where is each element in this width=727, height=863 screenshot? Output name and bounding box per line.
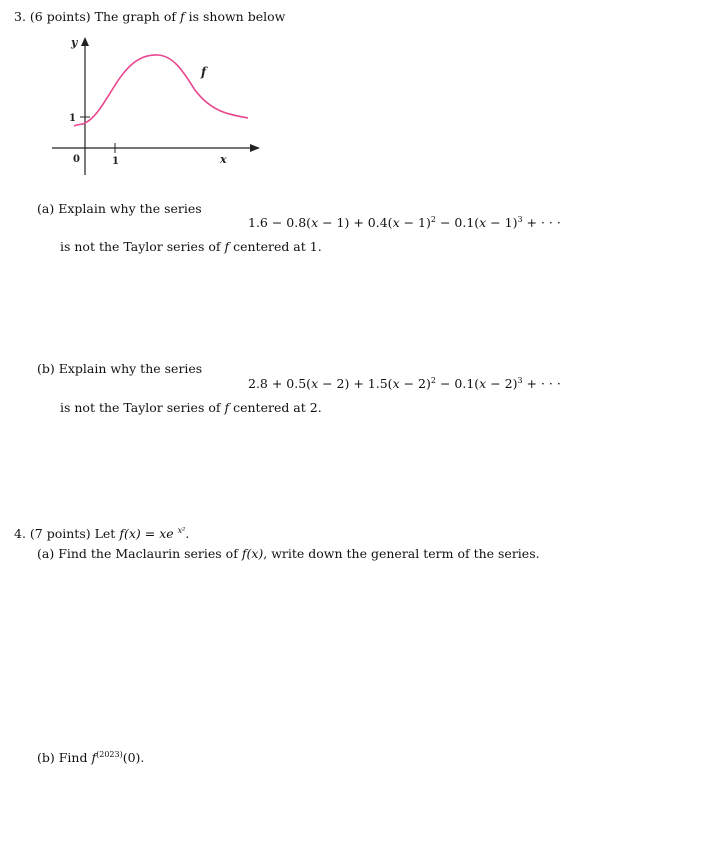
- problem-3-header: [14, 11, 285, 24]
- series-b-var: x: [311, 376, 319, 391]
- conclusion-a-func: f: [224, 239, 230, 254]
- series-b-term: − 2): [399, 376, 431, 391]
- part-4b-func: f: [91, 750, 97, 765]
- curve-f: [74, 55, 248, 126]
- problem-4-def-lhs: f: [119, 526, 124, 541]
- series-a-term: + · · ·: [522, 215, 561, 230]
- part-4a-text-before: Find the Maclaurin series of: [58, 546, 238, 561]
- series-a-exponent: 2: [430, 215, 436, 224]
- part-b-lead-text: Explain why the series: [58, 361, 203, 376]
- series-a-var: x: [479, 215, 487, 230]
- series-b-term: + · · ·: [522, 376, 561, 391]
- problem-4-points: (7 points): [29, 526, 91, 541]
- y-tick-1-label: 1: [69, 113, 76, 124]
- series-b-term: − 2) + 1.5(: [318, 376, 393, 391]
- x-tick-1-label: 1: [112, 156, 119, 167]
- problem-3b-series: [248, 378, 561, 391]
- problem-3a-series: [248, 217, 561, 230]
- problem-3-intro-before: The graph of: [94, 9, 176, 24]
- problem-4-header: [14, 528, 189, 541]
- part-4a-label: (a): [37, 546, 55, 561]
- series-a-term: − 0.1(: [435, 215, 480, 230]
- conclusion-a-after: centered at 1.: [233, 239, 322, 254]
- series-b-var: x: [479, 376, 487, 391]
- series-a-var: x: [311, 215, 319, 230]
- series-a-var: x: [392, 215, 400, 230]
- part-a-label: (a): [37, 201, 55, 216]
- part-a-lead-text: Explain why the series: [58, 201, 202, 216]
- x-axis-arrow: [250, 144, 260, 152]
- problem-4b: [37, 752, 144, 765]
- series-b-term: − 2): [486, 376, 518, 391]
- part-4a-text-after: , write down the general term of the series.: [263, 546, 540, 561]
- y-axis-arrow: [81, 37, 89, 46]
- series-a-exponent: 3: [517, 215, 523, 224]
- part-4b-order: (2023): [96, 750, 123, 759]
- conclusion-b-before: is not the Taylor series of: [60, 400, 221, 415]
- conclusion-b-func: f: [224, 400, 230, 415]
- problem-3a-conclusion: [60, 241, 322, 254]
- series-b-term: − 0.1(: [435, 376, 480, 391]
- part-4b-text-before: Find: [58, 750, 88, 765]
- problem-3-func: f: [179, 9, 185, 24]
- problem-4-def-rhs: xe: [159, 526, 174, 541]
- curve-f-label: f: [201, 65, 207, 79]
- problem-4-def-exponent: x²: [177, 526, 186, 535]
- problem-3-intro-after: is shown below: [188, 9, 286, 24]
- part-4b-arg: (0).: [122, 750, 145, 765]
- series-a-term: − 1): [399, 215, 431, 230]
- problem-4-def-arg: (x): [123, 526, 141, 541]
- problem-4-number: 4.: [14, 526, 26, 541]
- problem-4a: [37, 548, 540, 561]
- conclusion-a-before: is not the Taylor series of: [60, 239, 221, 254]
- part-4a-func: f: [241, 546, 247, 561]
- x-axis-label: x: [220, 153, 227, 166]
- part-4a-arg: (x): [246, 546, 264, 561]
- graph-of-f: [50, 30, 270, 180]
- series-b-term: 2.8 + 0.5(: [248, 376, 312, 391]
- problem-4-def-period: .: [185, 526, 190, 541]
- problem-4-let: Let: [94, 526, 116, 541]
- series-a-term: − 1): [486, 215, 518, 230]
- problem-3b-lead: [37, 363, 202, 376]
- series-a-term: 1.6 − 0.8(: [248, 215, 312, 230]
- problem-3b-conclusion: [60, 402, 322, 415]
- problem-4-def-eq: =: [140, 526, 160, 541]
- series-b-exponent: 2: [430, 376, 436, 385]
- y-axis-label: y: [71, 36, 78, 49]
- problem-3-number: 3.: [14, 9, 26, 24]
- part-b-label: (b): [37, 361, 55, 376]
- problem-3a-lead: [37, 203, 202, 216]
- conclusion-b-after: centered at 2.: [233, 400, 322, 415]
- origin-label: 0: [73, 154, 80, 165]
- problem-3-points: (6 points): [29, 9, 91, 24]
- series-a-term: − 1) + 0.4(: [318, 215, 393, 230]
- part-4b-label: (b): [37, 750, 55, 765]
- series-b-var: x: [392, 376, 400, 391]
- series-b-exponent: 3: [517, 376, 523, 385]
